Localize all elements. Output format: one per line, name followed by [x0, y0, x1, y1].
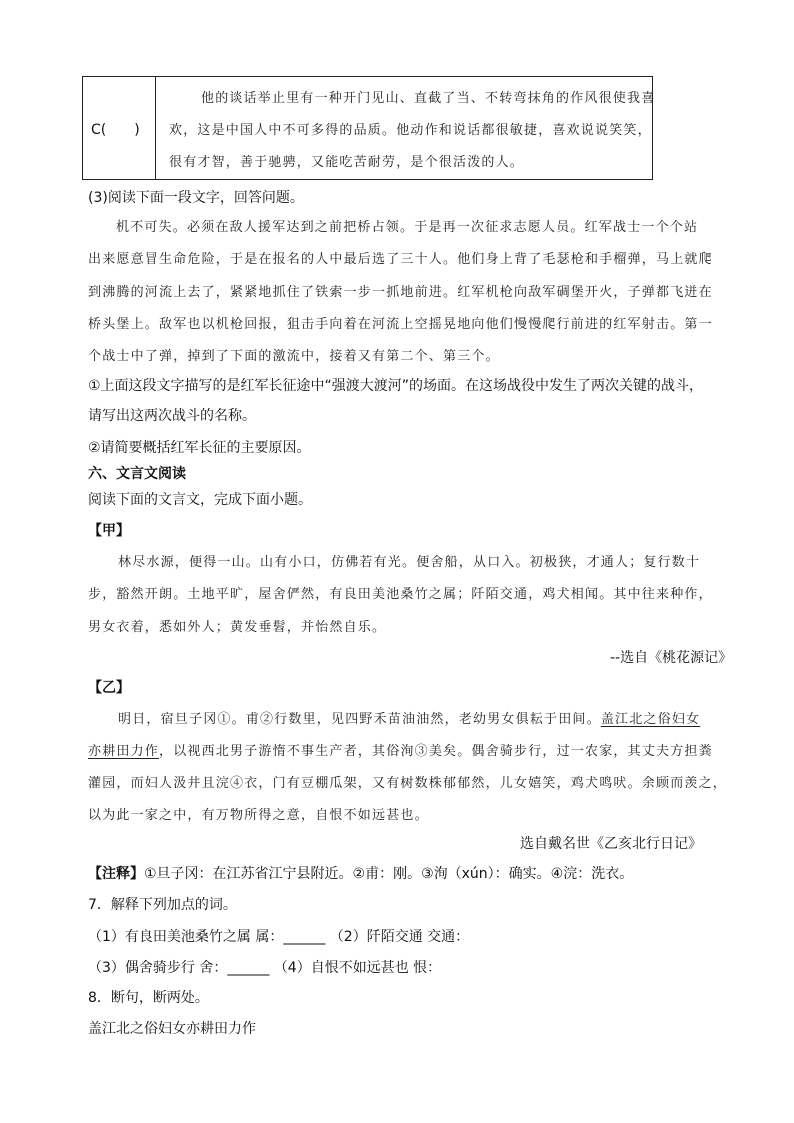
section-6-heading: 六、文言文阅读 — [88, 466, 186, 482]
table-text-line: 很有才智，善于驰骋，又能吃苦耐劳，是个很活泼的人。 — [169, 155, 525, 170]
passage-line: 个战士中了弹，掉到了下面的激流中，接着又有第二个、第三个。 — [88, 349, 500, 364]
subquestion-1: ①上面这段文字描写的是红军长征途中“强渡大渡河”的场面。在这场战役中发生了两次关键的战斗， — [88, 378, 704, 394]
table-text-line: 他的谈话举止里有一种开门见山、直截了当、不转弯抹角的作风很使我喜 — [201, 91, 656, 106]
yi-line: 以为此一家之中，有万物所得之意，自恨不如远甚也。 — [88, 808, 429, 823]
table-text-line: 欢，这是中国人中不可多得的品质。他动作和说话都很敏捷，喜欢说说笑笑， — [169, 123, 652, 138]
passage-line: 出来愿意冒生命危险，于是在报名的人中最后选了三十人。他们身上背了毛瑟枪和手榴弹，马上就爬 — [88, 252, 713, 267]
question-7-line-1: （1）有良田美池桑竹之属 属：______ （2）阡陌交通 交通： — [88, 929, 470, 945]
option-label-c: C( ) — [91, 122, 140, 138]
passage-line: 机不可失。必须在敌人援军达到之前把桥占领。于是再一次征求志愿人员。红军战士一个个站 — [116, 220, 699, 235]
yi-line-1 — [118, 708, 700, 727]
yi-source: 选自戴名世《乙亥北行日记》 — [520, 836, 702, 852]
yi-line: 灌园，而妇人汲井且浣④衣，门有豆棚瓜架，又有树数株郁郁然，儿女嬉笑，鸡犬鸣吠。余顾而羡之， — [88, 776, 728, 791]
yi-underlined-text: 亦耕田力作 — [88, 744, 160, 759]
subquestion-1-cont: 请写出这两次战斗的名称。 — [88, 408, 256, 424]
passage-line: 桥头堡上。敌军也以机枪回报，狙击手向着在河流上空摇晃地向他们慢慢爬行前进的红军射击。第一 — [88, 317, 713, 332]
section-6-instruction: 阅读下面的文言文，完成下面小题。 — [88, 492, 312, 508]
question-8-title: 8．断句，断两处。 — [88, 990, 209, 1006]
yi-line-2 — [88, 740, 713, 759]
jia-line: 男女衣着，悉如外人；黄发垂髫，并怡然自乐。 — [88, 620, 387, 635]
question-8-sentence: 盖江北之俗妇女亦耕田力作 — [88, 1021, 256, 1037]
answer-table-row-c — [82, 76, 656, 180]
table-divider — [155, 77, 156, 179]
passage-line: 到沸腾的河流上去了，紧紧地抓住了铁索一步一抓地前进。红军机枪向敌军碉堡开火，子弹都飞迸在 — [88, 285, 713, 300]
notes-label: 【注释】 — [88, 866, 144, 882]
yi-text: ，以视西北男子游惰不事生产者，其俗洵③美矣。偶舍骑步行，过一农家，其丈夫方担粪 — [159, 744, 713, 759]
jia-source: --选自《桃花源记》 — [610, 650, 733, 666]
notes-text: ①旦子冈：在江苏省江宁县附近。②甫：刚。③洵（xún）：确实。④浣：洗衣。 — [144, 866, 634, 882]
question-7-title: 7．解释下列加点的词。 — [88, 897, 237, 913]
subquestion-2: ②请简要概括红军长征的主要原因。 — [88, 440, 311, 456]
jia-line: 步，豁然开朗。土地平旷，屋舍俨然，有良田美池桑竹之属；阡陌交通，鸡犬相闻。其中往来种作， — [88, 587, 713, 602]
passage-yi-label: 【乙】 — [88, 680, 130, 696]
notes — [88, 864, 633, 884]
jia-line: 林尽水源，便得一山。山有小口，仿佛若有光。便舍船，从口入。初极狭，才通人；复行数十 — [118, 555, 701, 570]
question-3-intro: (3)阅读下面一段文字，回答问题。 — [88, 190, 304, 206]
passage-jia-label: 【甲】 — [88, 523, 130, 539]
yi-text: 明日，宿旦子冈①。甫②行数里，见四野禾苗油油然，老幼男女俱耘于田间。 — [118, 712, 601, 727]
yi-underlined-text: 盖江北之俗妇女 — [600, 712, 701, 727]
question-7-line-2: （3）偶舍骑步行 舍：______ （4）自恨不如远甚也 恨： — [88, 960, 442, 976]
